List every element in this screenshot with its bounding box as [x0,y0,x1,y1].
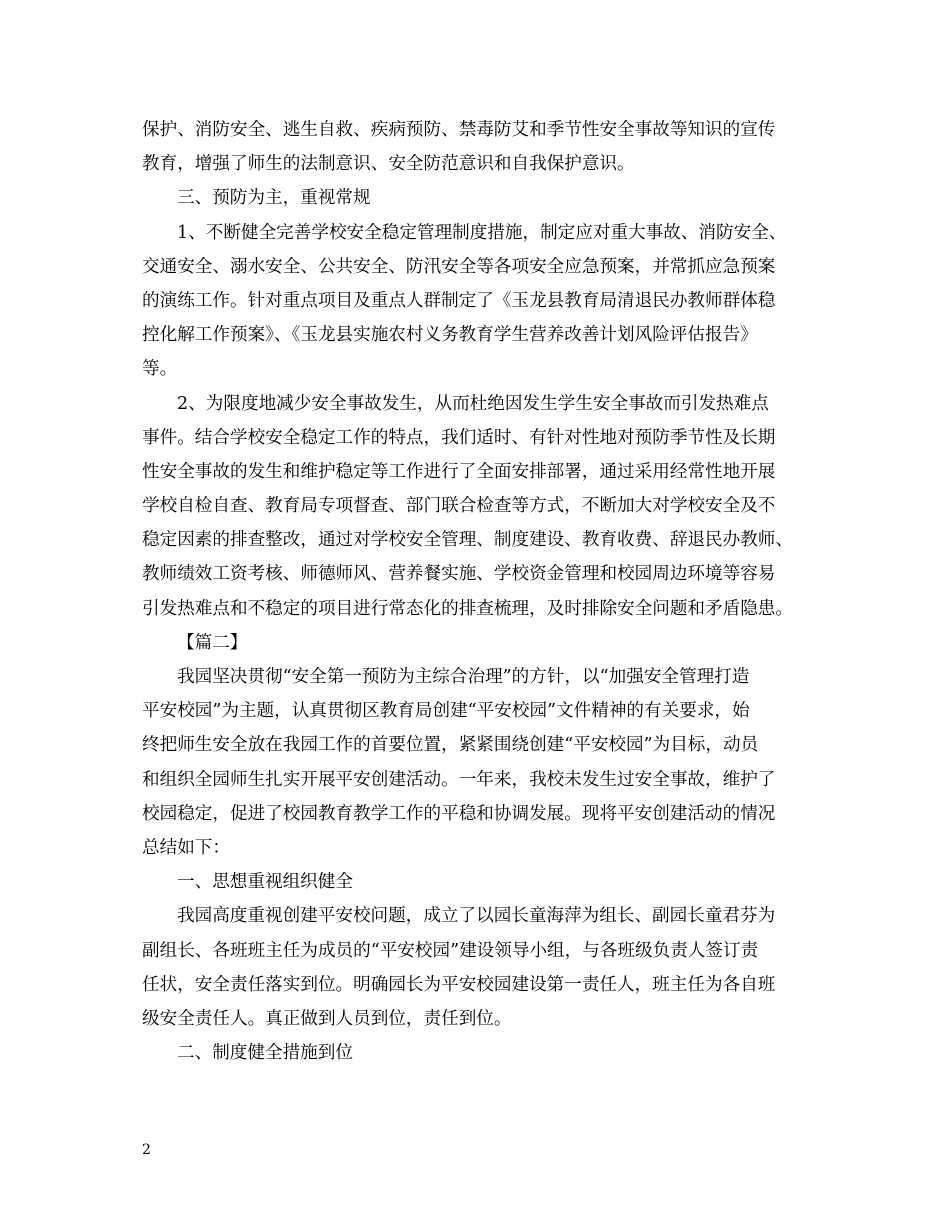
text-line: 交通安全、溺水安全、公共安全、防汛安全等各项安全应急预案，并常抓应急预案 [142,256,776,277]
text-line: 保护、消防安全、逃生自救、疾病预防、禁毒防艾和季节性安全事故等知识的宣传 [142,120,776,140]
text-line: 任状，安全责任落实到位。明确园长为平安校园建设第一责任人，班主任为各自班 [142,974,776,995]
text-line: 2、为限度地减少安全事故发生，从而杜绝因发生学生安全事故而引发热难点 [177,393,769,414]
text-line: 稳定因素的排查整改，通过对学校安全管理、制度建设、教育收费、辞退民办教师、 [142,530,793,551]
part-heading: 【篇二】 [177,632,248,653]
document-body [142,113,818,1070]
text-line: 终把师生安全放在我园工作的首要位置，紧紧围绕创建“平安校园”为目标，动员 [142,735,759,756]
text-line: 级安全责任人。真正做到人员到位，责任到位。 [142,1008,512,1029]
page-number: 2 [142,1142,151,1158]
text-line: 等。 [142,359,178,380]
text-line: 控化解工作预案》、《玉龙县实施农村义务教育学生营养改善计划风险评估报告》 [142,325,758,346]
text-line: 学校自检自查、教育局专项督查、部门联合检查等方式，不断加大对学校安全及不 [142,496,776,517]
text-line: 我园高度重视创建平安校问题，成立了以园长童海萍为组长、副园长童君芬为 [177,906,776,927]
text-line: 引发热难点和不稳定的项目进行常态化的排查梳理，及时排除安全问题和矛盾隐患。 [142,598,793,619]
section-heading: 三、预防为主，重视常规 [177,188,371,209]
text-line: 副组长、各班班主任为成员的“平安校园”建设领导小组，与各班级负责人签订责 [142,940,759,961]
text-line: 的演练工作。针对重点项目及重点人群制定了《玉龙县教育局清退民办教师群体稳 [142,290,776,311]
text-line: 教师绩效工资考核、师德师风、营养餐实施、学校资金管理和校园周边环境等容易 [142,564,776,585]
text-line: 性安全事故的发生和维护稳定等工作进行了全面安排部署，通过采用经常性地开展 [142,461,776,482]
section-heading: 一、思想重视组织健全 [177,872,353,893]
text-line: 总结如下： [142,837,230,858]
text-line: 校园稳定，促进了校园教育教学工作的平稳和协调发展。现将平安创建活动的情况 [142,803,776,824]
text-line: 事件。结合学校安全稳定工作的特点，我们适时、有针对性地对预防季节性及长期 [142,427,776,448]
text-line: 我园坚决贯彻“安全第一预防为主综合治理”的方针，以“加强安全管理打造 [177,667,750,687]
text-line: 1、不断健全完善学校安全稳定管理制度措施，制定应对重大事故、消防安全、 [177,222,787,243]
text-line: 教育，增强了师生的法制意识、安全防范意识和自我保护意识。 [142,154,635,175]
section-heading: 二、制度健全措施到位 [177,1043,353,1064]
text-line: 和组织全园师生扎实开展平安创建活动。一年来，我校未发生过安全事故，维护了 [142,769,776,790]
text-line: 平安校园”为主题，认真贯彻区教育局创建“平安校园”文件精神的有关要求，始 [142,701,750,722]
